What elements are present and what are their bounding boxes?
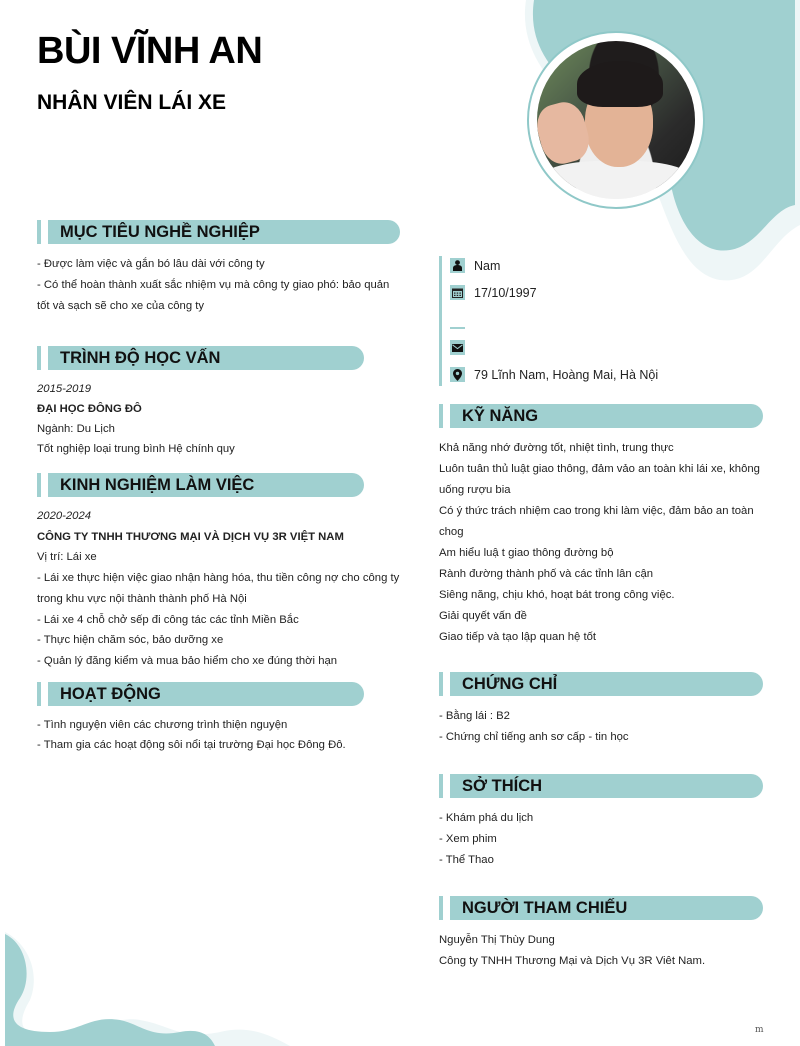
- bottom-left-wave-decoration: [0, 920, 300, 1046]
- profile-photo: [537, 41, 695, 199]
- contact-info: [439, 256, 739, 386]
- footer-watermark: m: [755, 1025, 764, 1035]
- section-header-skills: KỸ NĂNG: [439, 404, 763, 428]
- job-title: NHÂN VIÊN LÁI XE: [37, 91, 227, 114]
- contact-gender: Nam: [450, 258, 500, 273]
- contact-birthday: 17/10/1997: [450, 285, 537, 300]
- references-list: Nguyễn Thị Thùy Dung Công ty TNHH Thương Mại và Dịch Vụ 3R Viêt Nam.: [439, 934, 706, 967]
- education-major: Ngành: Du Lịch: [37, 423, 115, 435]
- location-pin-icon: [450, 367, 465, 382]
- section-header-experience: KINH NGHIỆM LÀM VIỆC: [37, 473, 364, 497]
- section-header-education: TRÌNH ĐỘ HỌC VẤN: [37, 346, 364, 370]
- person-icon: [450, 258, 465, 273]
- section-header-certificates: CHỨNG CHỈ: [439, 672, 763, 696]
- envelope-icon: [450, 340, 465, 355]
- section-header-activities: HOẠT ĐỘNG: [37, 682, 364, 706]
- experience-company: CÔNG TY TNHH THƯƠNG MẠI VÀ DỊCH VỤ 3R VIỆT NAM: [37, 530, 344, 543]
- contact-email: [450, 340, 474, 355]
- experience-position: Vị trí: Lái xe: [37, 551, 97, 564]
- candidate-name: BÙI VĨNH AN: [37, 30, 263, 72]
- experience-period: 2020-2024: [37, 510, 92, 522]
- phone-placeholder-line: [450, 327, 465, 329]
- education-block: [37, 379, 417, 459]
- section-header-hobbies: SỞ THÍCH: [439, 774, 763, 798]
- objective-text: - Được làm việc và gắn bó lâu dài với công ty - Có thể hoàn thành xuất sắc nhiệm vụ mà công ty giao phó: bảo quản tốt và sạch sẽ cho xe của công ty: [37, 258, 390, 312]
- section-header-references: NGƯỜI THAM CHIẾU: [439, 896, 763, 920]
- education-result: Tốt nghiệp loại trung bình Hệ chính quy: [37, 443, 235, 455]
- section-header-objective: MỤC TIÊU NGHỀ NGHIỆP: [37, 220, 400, 244]
- education-period: 2015-2019: [37, 383, 92, 395]
- calendar-icon: [450, 285, 465, 300]
- skills-list: Khả năng nhớ đường tốt, nhiệt tình, trung thực Luôn tuân thủ luật giao thông, đảm vảo an toàn khi lái xe, không uống rượu bia Có ý thức trách nhiệm cao trong khi làm việc, đảm bảo an toàn chog Am hiểu luậ t giao thông đường bộ Rành đường thành phố và các tỉnh lân cận Siêng năng, chịu khó, hoạt bát trong công việc. Giải quyết vấn đề Giao tiếp và tạo lập quan hệ tốt: [439, 442, 760, 643]
- contact-address: 79 Lĩnh Nam, Hoàng Mai, Hà Nội: [450, 367, 658, 382]
- profile-photo-frame: [527, 31, 705, 209]
- activities-text: - Tình nguyện viên các chương trình thiện nguyện - Tham gia các hoạt động sôi nổi tại trường Đại học Đông Đô.: [37, 719, 346, 751]
- experience-block: 2020-2024 CÔNG TY TNHH THƯƠNG MẠI VÀ DỊCH VỤ 3R VIỆT NAM Vị trí: Lái xe - Lái xe thực hiện việc giao nhận hàng hóa, thu tiền công nợ cho công ty trong khu vực nội thành thành phố Hà Nội - Lái xe 4 chỗ chở sếp đi công tác các tỉnh Miền Bắc - Thực hiện chăm sóc, bảo dưỡng xe - Quản lý đăng kiểm và mua bảo hiểm cho xe đúng thời hạn: [37, 506, 417, 672]
- certificates-list: - Bằng lái : B2 - Chứng chỉ tiếng anh sơ cấp - tin học: [439, 710, 629, 743]
- education-school: ĐẠI HỌC ĐÔNG ĐÔ: [37, 403, 142, 415]
- hobbies-list: - Khám phá du lịch - Xem phim - Thể Thao: [439, 812, 534, 866]
